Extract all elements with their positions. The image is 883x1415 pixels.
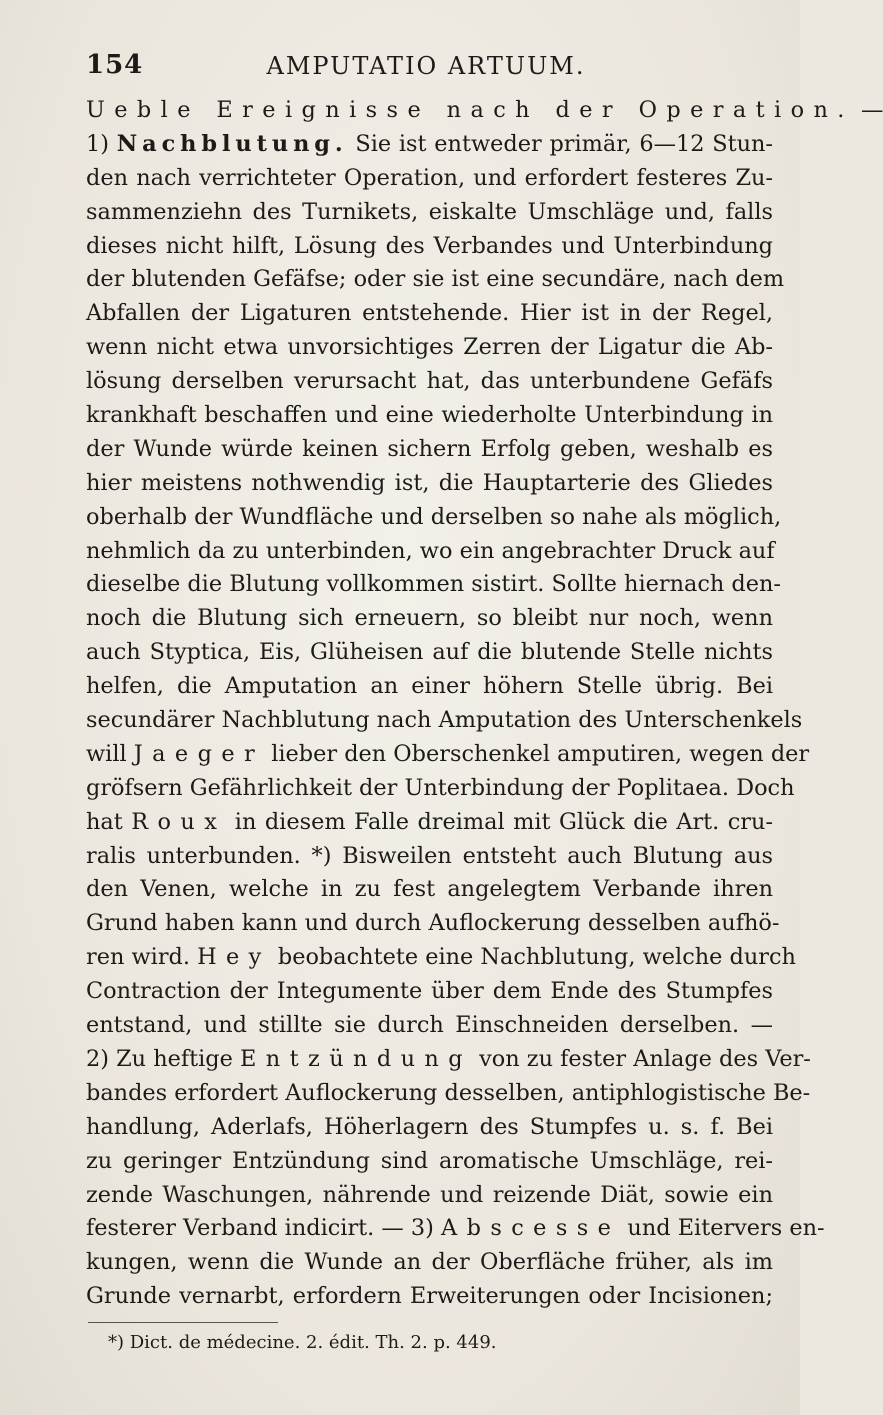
text-line [86, 704, 803, 738]
line-text: bandes erfordert Auflockerung desselben, antiphlogistische Be- [86, 1079, 811, 1106]
emphasized-term: Roux [131, 808, 227, 835]
line-text: Grund haben kann und durch Auflockerung desselben aufhö- [86, 910, 780, 937]
line-text: Contraction der Integumente über dem Ende des Stumpfes [86, 978, 773, 1005]
text-line [86, 840, 773, 874]
line-text: helfen, die Amputation an einer höhern Stelle übrig. Bei [86, 673, 773, 700]
page-number: 154 [86, 50, 144, 80]
line-text: wenn nicht etwa unvorsichtiges Zerren der Ligatur die Ab- [86, 334, 773, 361]
text-line [86, 941, 796, 975]
text-line [86, 1179, 773, 1213]
line-text: ralis unterbunden. *) Bisweilen entsteht auch Blutung aus [86, 842, 773, 869]
text-line [86, 263, 785, 297]
text-line [86, 772, 795, 806]
text-line [86, 331, 773, 365]
text-line [86, 1009, 773, 1043]
line-text: Abfallen der Ligaturen entstehende. Hier ist in der Regel, [86, 300, 773, 327]
text-line [86, 738, 810, 772]
text-line [86, 399, 773, 433]
text-line [86, 873, 773, 907]
line-text-post: in diesem Falle dreimal mit Glück die Art. cru- [226, 808, 773, 835]
text-line [86, 297, 773, 331]
line-text: den Venen, welche in zu fest angelegtem Verbande ihren [86, 876, 773, 903]
line-text: der blutenden Gefäfse; oder sie ist eine secundäre, nach dem [86, 266, 785, 293]
text-line [86, 1246, 773, 1280]
text-line [86, 365, 773, 399]
line-text-post: lieber den Oberschenkel amputiren, wegen der [264, 740, 810, 767]
line-text: krankhaft beschaffen und eine wiederholte Unterbindung in [86, 402, 773, 429]
line-text-post: Sie ist entweder primär, 6—12 Stun- [347, 130, 773, 157]
text-line [86, 1043, 811, 1077]
text-line [86, 196, 773, 230]
line-text: lösung derselben verursacht hat, das unterbundene Gefäfs [86, 368, 773, 395]
emphasized-term: Ueble Ereignisse nach der Operation. [86, 97, 854, 123]
line-text-post: und Eitervers en- [620, 1215, 825, 1242]
line-text: noch die Blutung sich erneuern, so bleibt nur noch, wenn [86, 605, 773, 632]
line-text-pre: festerer Verband indicirt. — 3) [86, 1215, 441, 1242]
emphasized-term: Hey [197, 944, 271, 971]
line-text: gröfsern Gefährlichkeit der Unterbindung der Poplitaea. Doch [86, 774, 795, 801]
text-line [86, 806, 773, 840]
line-text: zu geringer Entzündung sind aromatische Umschläge, rei- [86, 1147, 773, 1174]
line-text: secundärer Nachblutung nach Amputation des Unterschenkels [86, 707, 803, 734]
emphasized-term: Abscesse [441, 1215, 621, 1242]
line-text-pre: 1) [86, 130, 117, 157]
text-line [86, 1145, 773, 1179]
footnote-divider [88, 1322, 278, 1323]
footnote: *) Dict. de médecine. 2. édit. Th. 2. p. 449. [108, 1332, 497, 1353]
text-line [86, 568, 781, 602]
line-text-pre: will [86, 740, 134, 767]
body-text [86, 94, 883, 1314]
text-line [86, 1280, 773, 1314]
text-line [86, 162, 773, 196]
emphasized-term: Jaeger [133, 740, 265, 767]
line-text: entstand, und stillte sie durch Einschneiden derselben. — [86, 1012, 773, 1039]
text-line [86, 1111, 773, 1145]
line-text: der Wunde würde keinen sichern Erfolg geben, weshalb es [86, 435, 773, 462]
line-text: dieselbe die Blutung vollkommen sistirt. Sollte hiernach den- [86, 571, 781, 598]
text-line [86, 636, 773, 670]
line-text: kungen, wenn die Wunde an der Oberfläche früher, als im [86, 1249, 773, 1276]
text-line [86, 1077, 811, 1111]
line-text: dieses nicht hilft, Lösung des Verbandes und Unterbindung [86, 232, 773, 259]
line-text: oberhalb der Wundfläche und derselben so nahe als möglich, [86, 503, 782, 530]
text-line [86, 670, 773, 704]
line-text-pre: hat [86, 808, 132, 835]
line-text-pre: ren wird. [86, 944, 198, 971]
line-text: auch Styptica, Eis, Glüheisen auf die blutende Stelle nichts [86, 639, 773, 666]
line-text: zende Waschungen, nährende und reizende Diät, sowie ein [86, 1181, 773, 1208]
line-text: nehmlich da zu unterbinden, wo ein angebrachter Druck auf [86, 537, 775, 564]
line-text: handlung, Aderlafs, Höherlagern des Stumpfes u. s. f. Bei [86, 1113, 773, 1140]
line-text-post: beobachtete eine Nachblutung, welche durch [270, 944, 796, 971]
text-line [86, 501, 782, 535]
line-text: den nach verrichteter Operation, und erfordert festeres Zu- [86, 164, 773, 191]
line-text-post: von zu fester Anlage des Ver- [472, 1045, 811, 1072]
line-text-post: — [853, 97, 883, 123]
text-line [86, 467, 773, 501]
text-line [86, 975, 773, 1009]
page-header [86, 50, 766, 90]
text-line [86, 1212, 825, 1246]
line-text: hier meistens nothwendig ist, die Hauptarterie des Gliedes [86, 469, 773, 496]
line-text-pre: 2) Zu heftige [86, 1045, 241, 1072]
running-title: AMPUTATIO ARTUUM. [266, 52, 586, 80]
text-line [86, 433, 773, 467]
text-line [86, 907, 780, 941]
text-line [86, 535, 773, 569]
emphasized-term: Nachblutung. [116, 130, 348, 157]
text-line [86, 94, 883, 128]
line-text: sammenziehn des Turnikets, eiskalte Umschläge und, falls [86, 198, 773, 225]
text-line [86, 230, 773, 264]
text-line [86, 128, 773, 162]
emphasized-term: Entzündung [240, 1045, 473, 1072]
text-line [86, 602, 773, 636]
line-text: Grunde vernarbt, erfordern Erweiterungen oder Incisionen; [86, 1283, 773, 1310]
